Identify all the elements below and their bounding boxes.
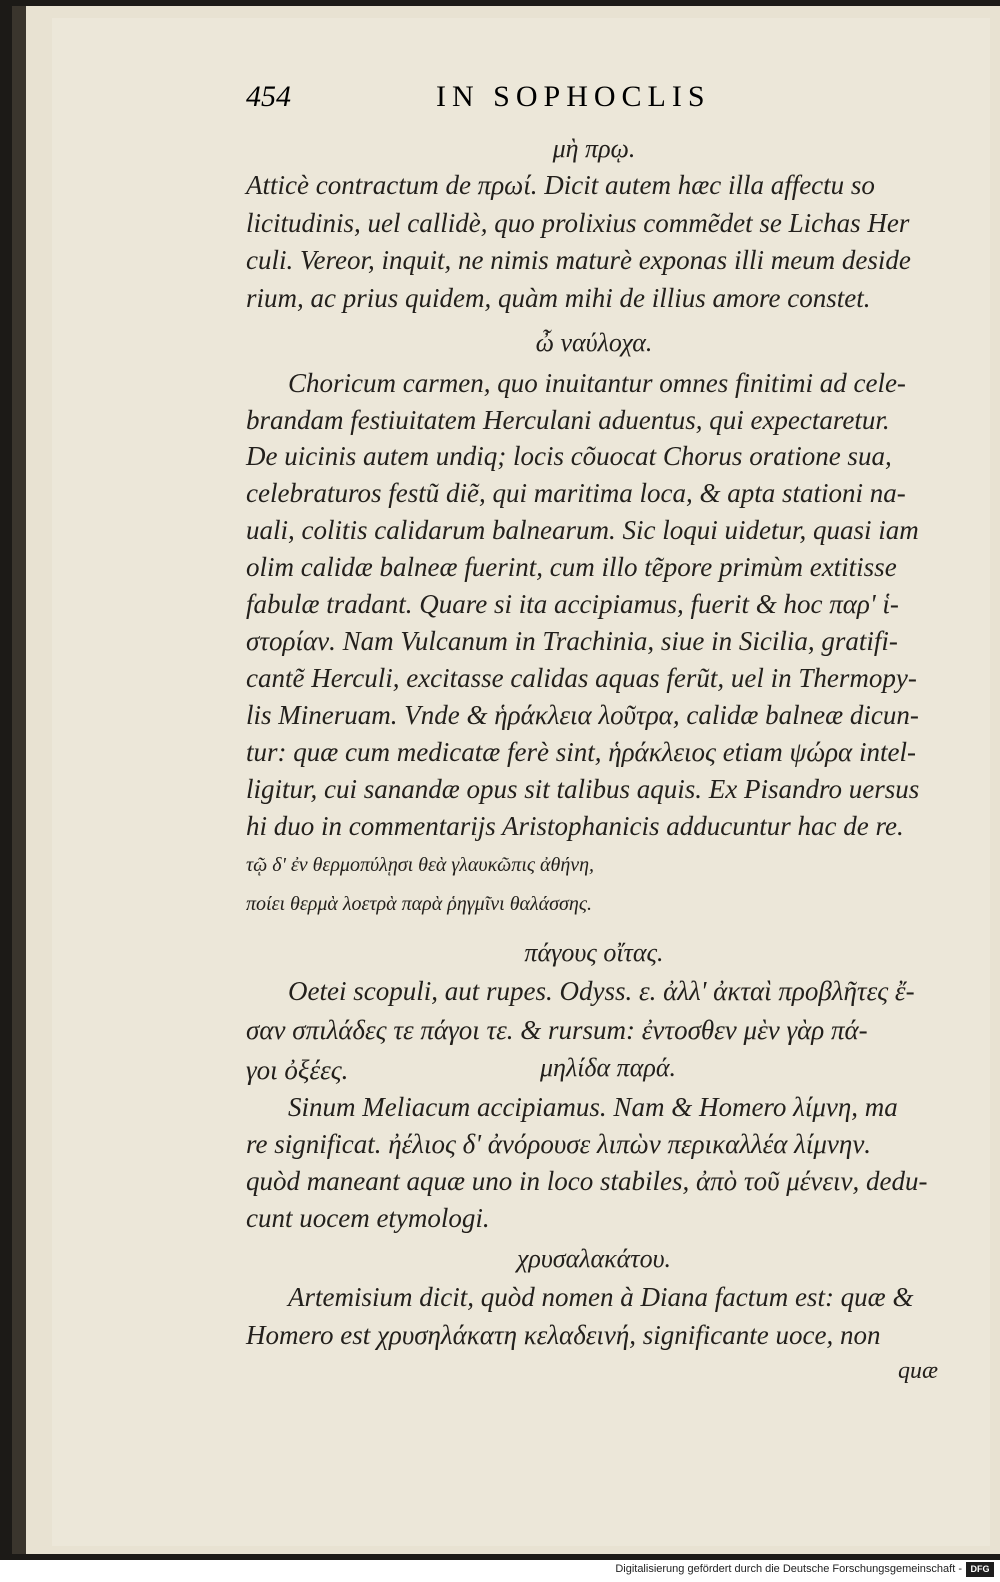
text-line: De uicinis autem undiq; locis cõuocat Chorus oratione sua, [246,441,892,471]
verse-line: ποίει θερμὰ λοετρὰ παρὰ ῥηγμῖνι θαλάσσης. [246,893,592,915]
text-line: στορίαν. Nam Vulcanum in Trachinia, siue in Sicilia, gratifi- [246,626,898,656]
text-line: σαν σπιλάδες τε πάγοι τε. & rursum: ἐντοσθεν μὲν γὰρ πά- [246,1015,868,1045]
text-line: Sinum Meliacum accipiamus. Nam & Homero λίμνη, ma [288,1092,898,1122]
text-line: Homero est χρυσηλάκατη κελαδεινή, significante uoce, non [246,1320,881,1350]
lemma-heading: μὴ πρῳ. [552,134,636,163]
text-line: rium, ac prius quidem, quàm mihi de illius amore constet. [246,283,871,313]
text-line: olim calidæ balneæ fuerint, cum illo tẽpore primùm extitisse [246,552,897,582]
lemma-heading: μηλίδα παρά. [540,1053,676,1082]
lemma-heading: πάγους οἴτας. [524,938,664,967]
text-line: fabulæ tradant. Quare si ita accipiamus, fuerit & hoc παρ' ἱ- [246,589,899,619]
text-line: celebraturos festũ diẽ, qui maritima loca, & apta stationi na- [246,478,906,508]
dfg-logo: DFG [966,1562,994,1577]
text-line: cantẽ Herculi, excitasse calidas aquas ferũt, uel in Thermopy- [246,663,917,693]
page-header [246,80,766,120]
text-line: Atticè contractum de πρωί. Dicit autem hæc illa affectu so [246,170,875,200]
text-line: cunt uocem etymologi. [246,1203,490,1233]
text-line: re significat. ἠέλιος δ' ἀνόρουσε λιπὼν περικαλλέα λίμνην. [246,1129,872,1159]
text-line: culi. Vereor, inquit, ne nimis maturè exponas illi meum deside [246,245,911,275]
text-line: licitudinis, uel callidè, quo prolixius commẽdet se Lichas Her [246,208,910,238]
lemma-heading: ὦ ναύλοχα. [535,328,653,357]
catchword: quæ [897,1358,938,1384]
digitization-credit: Digitalisierung gefördert durch die Deutsche Forschungsgemeinschaft - [615,1563,962,1575]
text-line: uali, colitis calidarum balnearum. Sic loqui uidetur, quasi iam [246,515,919,545]
text-line: Artemisium dicit, quòd nomen à Diana factum est: quæ & [288,1282,914,1312]
page-number: 454 [246,80,291,113]
text-line: lis Mineruam. Vnde & ἡράκλεια λοῦτρα, calidæ balneæ dicun- [246,700,919,730]
text-line: hi duo in commentarijs Aristophanicis adducuntur hac de re. [246,811,904,841]
text-line: quòd maneant aquæ uno in loco stabiles, ἀπὸ τοῦ μένειν, dedu- [246,1166,928,1196]
text-line: γοι ὀξέες. [246,1055,349,1085]
text-line: Oetei scopuli, aut rupes. Odyss. ε. ἀλλ' ἀκταὶ προβλῆτες ἔ- [288,976,915,1006]
text-line: Choricum carmen, quo inuitantur omnes finitimi ad cele- [288,368,906,398]
text-line: ligitur, cui sanandæ opus sit talibus aquis. Ex Pisandro uersus [246,774,920,804]
text-line: tur: quæ cum medicatæ ferè sint, ἡράκλειος etiam ψώρα intel- [246,737,916,767]
lemma-heading: χρυσαλακάτου. [516,1244,672,1273]
verse-line: τῷ δ' ἐν θερμοπύλῃσι θεὰ γλαυκῶπις ἀθήνη, [246,854,595,876]
running-title: IN SOPHOCLIS [436,80,711,113]
text-line: brandam festiuitatem Herculani aduentus, qui expectaretur. [246,405,890,435]
